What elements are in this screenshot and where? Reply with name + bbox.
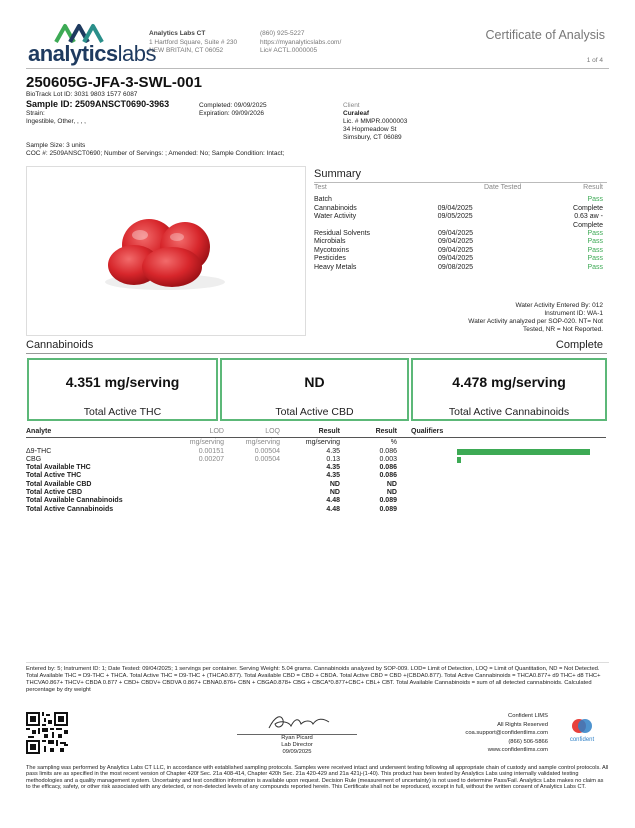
analyte-result: ND — [329, 480, 340, 488]
lims-block — [445, 712, 548, 755]
analyte-row — [26, 456, 606, 464]
summary-note: Water Activity Entered By: 012 — [515, 302, 603, 309]
client-name: Curaleaf — [343, 110, 370, 117]
analyte-lod: 0.00207 — [198, 455, 224, 463]
analyte-name: Total Available THC — [26, 464, 91, 472]
unit-result: mg/serving — [305, 439, 340, 447]
confident-brand-text: confident — [569, 737, 595, 743]
analyte-pct: 0.003 — [379, 455, 397, 463]
analyte-name: CBG — [26, 455, 42, 463]
total-active-cbd-label: Total Active CBD — [275, 406, 354, 418]
total-active-thc-value: 4.351 mg/serving — [65, 374, 180, 390]
analyte-lod — [176, 464, 224, 472]
summary-date: 09/04/2025 — [438, 230, 474, 238]
summary-result: Pass — [587, 263, 603, 271]
analyte-name: Δ9-THC — [26, 447, 52, 455]
total-active-cannabinoids-value: 4.478 mg/serving — [452, 374, 566, 390]
summary-date: 09/04/2025 — [438, 246, 474, 254]
analyte-table — [26, 428, 606, 514]
header-loq: LOQ — [265, 428, 280, 435]
logo-text-bold: analytics — [28, 41, 118, 66]
doc-title: Certificate of Analysis — [485, 28, 605, 42]
analyte-pct: 0.086 — [379, 472, 397, 480]
analyte-pct: 0.086 — [379, 447, 397, 455]
sample-matrix: Ingestible, Other, , , , — [26, 118, 86, 125]
footer-notes: Entered by: 5; Instrument ID: 1; Date Tested: 09/04/2025; 1 servings per container. Serving Weight: 5.04 grams. Cannabinoids analyzed by SOP-009. LOD= Limit of Detection, LOQ = Limit of Quantitation, ND = Not Detected. Total Available THC = D9-THC + THCA. Total Active THC = D9-THC + (THCA0.877). Total Available CBD = CBD + CBDA. Total Active CBD = CBD +(CBDA0.877). Total Active Cannabinoids = THCA0.877+ d9 THC+ d8 THC+ THCVA0.867+ THCV+ CBDA 0.877 + CBD+ CBDV+ CBDVA 0.867+ CBNA0.876+ CBN + CBGA0.878+ CBG + CBCA*0.877+CBC+ CBL+ CBT. Total Available Cannabinoids = sum of all detected cannabinoids. Calculated percentage by dry weight — [26, 666, 601, 693]
signature-icon — [265, 710, 335, 734]
analyte-loq — [224, 506, 280, 514]
completed-date: Completed: 09/09/2025 — [199, 102, 267, 109]
header-analyte: Analyte — [26, 428, 52, 435]
total-active-thc-box — [27, 358, 218, 421]
analyte-row — [26, 472, 606, 480]
lims-rights: All Rights Reserved — [497, 721, 548, 728]
client-label: Client — [343, 102, 360, 109]
summary-test: Residual Solvents — [314, 230, 371, 238]
lab-logo — [28, 22, 157, 66]
header-divider — [26, 68, 609, 69]
analyte-loq — [224, 481, 280, 489]
summary-row — [314, 213, 603, 230]
analyte-result: 4.35 — [326, 464, 340, 472]
header-lod: LOD — [209, 428, 224, 435]
header-qualifiers: Qualifiers — [411, 428, 444, 435]
analyte-result: 4.35 — [326, 472, 340, 480]
total-active-cbd-box — [220, 358, 409, 421]
summary-header-date: Date Tested — [484, 184, 522, 191]
header-result-pct: Result — [375, 428, 397, 435]
footer-divider — [26, 662, 609, 663]
unit-loq: mg/serving — [245, 439, 280, 447]
analyte-loq — [224, 464, 280, 472]
analyte-qualifier — [397, 456, 457, 464]
analyte-pct: 0.089 — [379, 505, 397, 513]
lims-web[interactable]: www.confidentlims.com — [487, 747, 548, 754]
client-block — [343, 102, 407, 142]
analyte-pct: 0.089 — [379, 497, 397, 505]
summary-test: Microbials — [314, 238, 346, 246]
lab-address2: NEW BRITAIN, CT 06052 — [149, 47, 224, 54]
disclaimer: The sampling was performed by Analytics Labs CT LLC, in accordance with established sampling protocols. Samples were received intact and underwent testing following all appropriate chain of custody and sample control protocols. All pass limits are as specified in the most recent version of Chapter 420f Sec. 21a 408-414, Chapter 420h Sec. 21a 420-429 and 21a 421j-(1-40). This product has been tested by Analytics Labs using internally validated testing methodologies and a quality management system. Uncertainty and test condition information is available upon request. Decision Rule (measurement of uncertainty) is not used to determine Pass/Fail. Analytics Labs makes no claim as to the efficacy, safety, or other risk associated with any detected, or non-detected levels of any compounds reported herein. This Certificate shall not be reproduced, except in full, without the written consent of Analytics Labs CT. — [26, 765, 609, 791]
analyte-pct: ND — [386, 480, 397, 488]
summary-result: Complete — [573, 204, 603, 212]
total-active-cannabinoids-box — [411, 358, 607, 421]
total-active-cbd-value: ND — [304, 374, 325, 390]
lims-email[interactable]: coa.support@confidentlims.com — [465, 730, 548, 737]
analyte-lod: 0.00151 — [198, 447, 224, 455]
analyte-table-header — [26, 428, 606, 438]
gummy-product-icon — [27, 167, 307, 337]
summary-row — [314, 230, 603, 238]
analyte-lod — [176, 506, 224, 514]
analyte-name: Total Available CBD — [26, 480, 92, 488]
summary-test: Water Activity — [314, 213, 357, 221]
analyte-lod — [176, 472, 224, 480]
analyte-qualifier — [397, 448, 457, 456]
summary-row — [314, 205, 603, 213]
summary-result: Pass — [587, 230, 603, 238]
analyte-table-units — [26, 439, 606, 447]
analyte-row — [26, 464, 606, 472]
product-image — [26, 166, 306, 336]
summary-rows — [314, 196, 603, 272]
summary-notes — [468, 302, 603, 334]
analyte-pct: 0.086 — [379, 464, 397, 472]
summary-result: 0.63 aw - Complete — [573, 213, 604, 229]
lims-title: Confident LIMS — [508, 713, 548, 719]
signer-date: 09/09/2025 — [282, 749, 312, 755]
cannabinoids-title: Cannabinoids — [26, 339, 94, 351]
signer-name: Ryan Picard — [281, 735, 313, 741]
summary-title: Summary — [314, 168, 362, 180]
summary-row — [314, 196, 603, 204]
analyte-row — [26, 506, 606, 514]
analyte-pct: ND — [386, 489, 397, 497]
analyte-qualifier — [397, 497, 457, 505]
analyte-result: ND — [329, 489, 340, 497]
summary-test: Mycotoxins — [314, 246, 350, 254]
client-address2: Simsbury, CT 06089 — [343, 134, 402, 141]
sample-id-label: Sample ID: — [26, 99, 73, 109]
lab-address-block — [149, 30, 237, 56]
summary-note: Water Activity analyzed per SOP-020. NT= Not — [468, 318, 603, 325]
analyte-loq — [224, 497, 280, 505]
sample-id-line — [26, 99, 169, 109]
summary-test: Batch — [314, 196, 332, 204]
summary-result: Pass — [587, 238, 603, 246]
expiration-date: Expiration: 09/09/2026 — [199, 110, 265, 117]
total-active-thc-label: Total Active THC — [83, 406, 162, 418]
analyte-bar-track — [457, 457, 594, 463]
analyte-name: Total Active Cannabinoids — [26, 505, 114, 513]
confident-logo — [557, 716, 607, 746]
analyte-row — [26, 497, 606, 505]
lab-website[interactable]: https://myanalyticslabs.com/ — [260, 38, 342, 46]
summary-result: Pass — [587, 246, 603, 254]
lab-contact-block — [260, 30, 341, 56]
summary-header-result: Result — [583, 184, 603, 191]
analyte-lod — [176, 489, 224, 497]
analyte-loq: 0.00504 — [254, 447, 280, 455]
summary-test: Cannabinoids — [314, 204, 357, 212]
analyte-loq — [224, 472, 280, 480]
summary-date: 09/04/2025 — [437, 204, 473, 212]
analyte-name: Total Available Cannabinoids — [26, 497, 123, 505]
cannabinoids-status: Complete — [555, 339, 603, 351]
analyte-name: Total Active CBD — [26, 489, 83, 497]
page-number: 1 of 4 — [586, 57, 603, 64]
summary-date: 09/04/2025 — [438, 238, 474, 246]
analyte-qualifier — [397, 506, 457, 514]
analyte-name: Total Active THC — [26, 472, 82, 480]
summary-date — [414, 196, 574, 204]
lab-address1: 1 Hartford Square, Suite # 230 — [149, 38, 238, 46]
confident-logo-icon — [571, 716, 593, 736]
analyte-qualifier — [397, 472, 457, 480]
unit-lod: mg/serving — [189, 439, 224, 447]
summary-row — [314, 238, 603, 246]
lims-phone: (866) 506-5866 — [508, 738, 548, 745]
summary-header-test: Test — [314, 184, 327, 191]
analyte-qualifier — [397, 489, 457, 497]
biotrack-lot: BioTrack Lot ID: 3031 9803 1577 6087 — [26, 91, 138, 98]
summary-date: 09/04/2025 — [438, 255, 474, 263]
summary-note: Tested, NR = Not Reported. — [522, 326, 603, 333]
summary-row — [314, 255, 603, 263]
analyte-loq — [224, 489, 280, 497]
summary-row — [314, 264, 603, 272]
analyte-bar — [457, 449, 590, 455]
analyte-loq: 0.00504 — [254, 455, 280, 463]
signer-block — [237, 735, 357, 756]
sample-size: Sample Size: 3 units — [26, 142, 86, 149]
lab-name: Analytics Labs CT — [149, 30, 206, 37]
summary-note: Instrument ID: WA-1 — [544, 310, 603, 317]
total-active-cannabinoids-label: Total Active Cannabinoids — [448, 406, 570, 418]
qr-code[interactable] — [26, 712, 68, 754]
analyte-bar — [457, 457, 461, 463]
strain-label: Strain: — [26, 110, 45, 117]
analyte-bar-track — [457, 449, 594, 455]
summary-row — [314, 247, 603, 255]
summary-test: Heavy Metals — [314, 263, 357, 271]
analyte-result: 0.13 — [326, 455, 340, 463]
summary-table — [314, 184, 603, 272]
sample-code: 250605G-JFA-3-SWL-001 — [26, 74, 202, 91]
analyte-row — [26, 448, 606, 456]
summary-divider — [314, 182, 607, 183]
logo-text-light: labs — [117, 41, 157, 66]
analyte-result: 4.48 — [326, 505, 340, 513]
unit-result-pct: % — [390, 439, 397, 447]
lab-license: Lic# ACTL.0000005 — [260, 47, 318, 54]
analyte-row — [26, 489, 606, 497]
analyte-lod — [176, 481, 224, 489]
summary-header — [314, 184, 603, 192]
analyte-result: 4.48 — [326, 497, 340, 505]
summary-date: 09/05/2025 — [437, 213, 473, 221]
client-address1: 34 Hopmeadow St — [343, 126, 397, 133]
analyte-result: 4.35 — [326, 447, 340, 455]
summary-result: Pass — [587, 196, 603, 204]
signature — [265, 710, 335, 734]
analyte-qualifier — [397, 464, 457, 472]
coc-info: COC #: 2509ANSCT0690; Number of Servings: ; Amended: No; Sample Condition: Intact; — [26, 150, 285, 157]
client-license: Lic. # MMPR.0000003 — [343, 118, 408, 125]
analyte-qualifier — [397, 481, 457, 489]
summary-date: 09/08/2025 — [438, 263, 474, 271]
summary-test: Pesticides — [314, 255, 346, 263]
cannabinoids-divider — [26, 353, 607, 354]
sample-id: 2509ANSCT0690-3963 — [75, 99, 170, 109]
signer-title: Lab Director — [281, 742, 313, 748]
summary-result: Pass — [587, 255, 603, 263]
analyte-row — [26, 481, 606, 489]
qr-code-icon — [26, 712, 68, 754]
analyte-rows — [26, 448, 606, 514]
analyte-lod — [176, 497, 224, 505]
header-result: Result — [318, 428, 340, 435]
lab-phone: (860) 925-5227 — [260, 30, 305, 37]
